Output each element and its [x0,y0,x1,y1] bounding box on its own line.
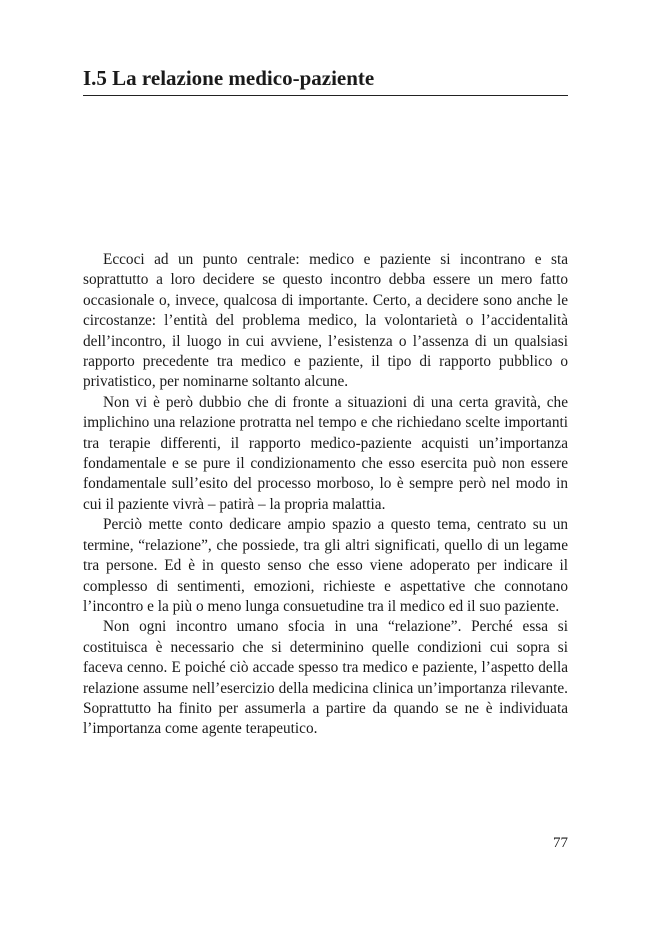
paragraph-4: Non ogni incontro umano sfocia in una “relazione”. Perché essa si costituisca è necessario che si determinino quelle condizioni cui sopra si faceva cenno. E poiché ciò accade spesso tra medico e paziente, l’aspetto della relazione assume nell’esercizio della medicina clinica un’importanza rilevante. Soprattutto ha finito per assumerla a partire da quando se ne è individuata l’importanza come agente terapeutico. [83,618,568,738]
page-number: 77 [553,835,568,851]
heading-underline [83,95,568,96]
section-heading: I.5 La relazione medico-paziente [83,66,375,90]
body-text [83,250,568,740]
paragraph-3: Perciò mette conto dedicare ampio spazio a questo tema, centrato su un termine, “relazione”, che possiede, tra gli altri significati, quello di un legame tra persone. Ed è in questo senso che esso viene adoperato per indicare il complesso di sentimenti, emozioni, richieste e aspettative che connotano l’incontro e la più o meno lunga consuetudine tra il medico ed il suo paziente. [83,516,568,615]
paragraph-2: Non vi è però dubbio che di fronte a situazioni di una certa gravità, che implichino una relazione protratta nel tempo e che richiedano scelte importanti tra terapie differenti, il rapporto medico-paziente acquisti un’importanza fondamentale e se pure il condizionamento che esso esercita può non essere fondamentale sull’esito del processo morboso, lo è sempre però nel modo in cui il paziente vivrà – patirà – la propria malattia. [83,393,568,513]
paragraph-1: Eccoci ad un punto centrale: medico e paziente si incontrano e sta soprattutto a loro decidere se questo incontro debba essere un mero fatto occasionale o, invece, qualcosa di importante. Certo, a decidere sono anche le circostanze: l’entità del problema medico, la volontarietà o l’accidentalità dell’incontro, il luogo in cui avviene, l’esistenza o l’assenza di un qualsiasi rapporto precedente tra medico e paziente, il tipo di rapporto pubblico o privatistico, per nominarne soltanto alcune. [83,251,568,391]
